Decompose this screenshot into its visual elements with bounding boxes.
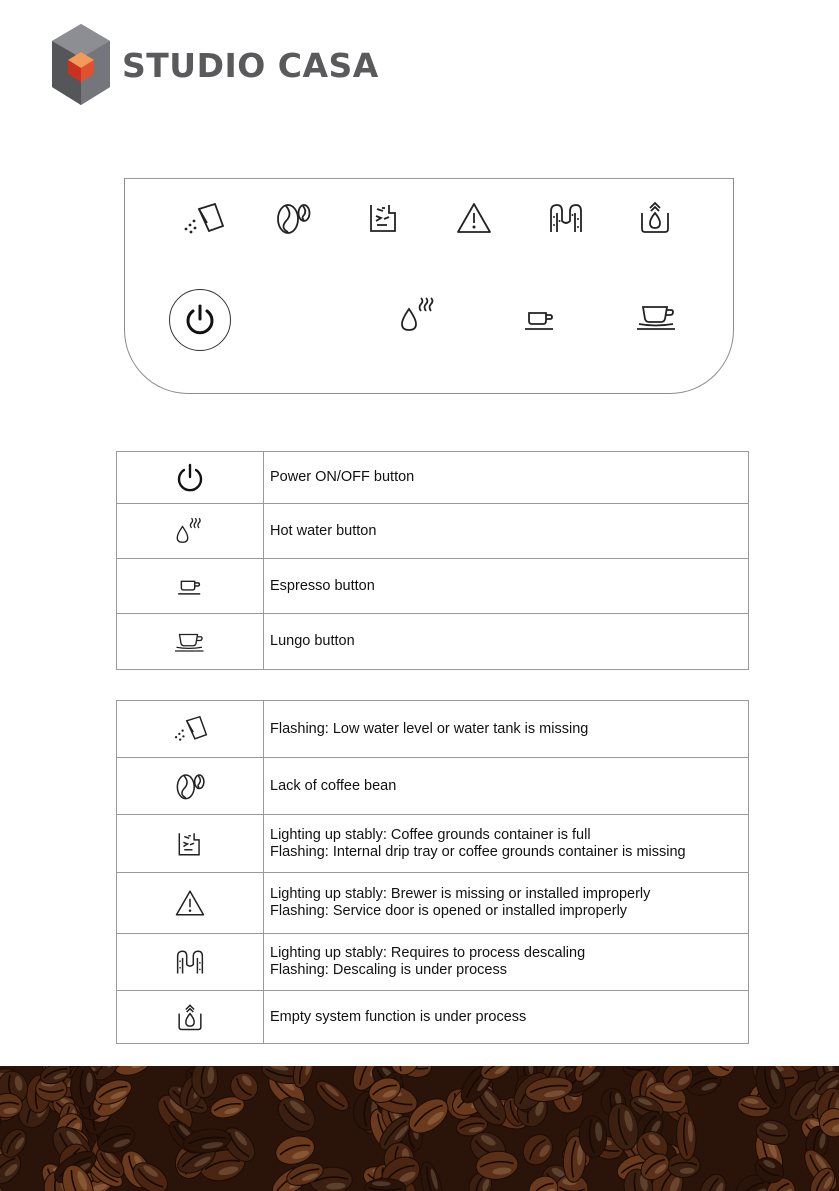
table-row	[117, 991, 749, 1044]
icon-cell	[117, 815, 264, 873]
table-row	[117, 701, 749, 758]
icon-cell	[117, 873, 264, 934]
indicators-table	[116, 700, 749, 1044]
espresso-icon	[523, 305, 557, 333]
power-icon	[183, 303, 217, 337]
table-row	[117, 614, 749, 670]
warning-icon	[174, 888, 206, 918]
espresso-button[interactable]	[523, 305, 557, 333]
power-button[interactable]	[169, 289, 231, 351]
table-row	[117, 452, 749, 504]
description-cell: Lighting up stably: Brewer is missing or installed improperly Flashing: Service door is opened or installed improperly	[264, 873, 749, 934]
hot-water-button[interactable]	[399, 297, 439, 333]
lungo-icon	[635, 301, 679, 333]
lungo-icon	[173, 630, 207, 654]
brand-name: STUDIO CASA	[122, 45, 379, 85]
table-row	[117, 504, 749, 559]
control-panel	[124, 178, 734, 394]
description-cell: Lighting up stably: Coffee grounds container is full Flashing: Internal drip tray or coffee grounds container is missing	[264, 815, 749, 873]
water-tank-icon	[172, 714, 208, 744]
descaling-icon	[547, 201, 585, 235]
icon-cell	[117, 614, 264, 670]
icon-cell	[117, 758, 264, 815]
hot-water-icon	[399, 297, 439, 333]
description-cell: Lack of coffee bean	[264, 758, 749, 815]
espresso-icon	[176, 575, 204, 597]
description-cell: Empty system function is under process	[264, 991, 749, 1044]
description-cell: Lighting up stably: Requires to process descaling Flashing: Descaling is under process	[264, 934, 749, 991]
table-row	[117, 873, 749, 934]
coffee-bean-icon	[173, 770, 207, 802]
cube-logo-icon	[50, 22, 112, 108]
grounds-container-icon	[367, 201, 401, 235]
description-cell: Flashing: Low water level or water tank is missing	[264, 701, 749, 758]
description-cell: Lungo button	[264, 614, 749, 670]
icon-cell	[117, 701, 264, 758]
table-row	[117, 559, 749, 614]
hot-water-icon	[175, 517, 205, 545]
brand-logo	[50, 22, 379, 108]
buttons-table	[116, 451, 749, 670]
icon-cell	[117, 559, 264, 614]
coffee-bean-icon	[273, 199, 313, 237]
empty-system-icon	[175, 1002, 205, 1032]
coffee-beans-image	[0, 1066, 839, 1191]
icon-cell	[117, 934, 264, 991]
table-row	[117, 934, 749, 991]
descaling-icon	[174, 948, 206, 976]
lungo-button[interactable]	[635, 301, 679, 333]
coffee-bean	[71, 1066, 97, 1108]
water-tank-icon	[181, 201, 225, 237]
description-cell: Hot water button	[264, 504, 749, 559]
warning-icon	[455, 201, 493, 235]
icon-cell	[117, 504, 264, 559]
coffee-beans-photo	[0, 1066, 839, 1191]
icon-cell	[117, 991, 264, 1044]
grounds-container-icon	[176, 830, 204, 858]
icon-cell	[117, 452, 264, 504]
table-row	[117, 815, 749, 873]
description-cell: Power ON/OFF button	[264, 452, 749, 504]
empty-system-icon	[637, 199, 673, 235]
description-cell: Espresso button	[264, 559, 749, 614]
table-row	[117, 758, 749, 815]
power-icon	[175, 463, 205, 493]
